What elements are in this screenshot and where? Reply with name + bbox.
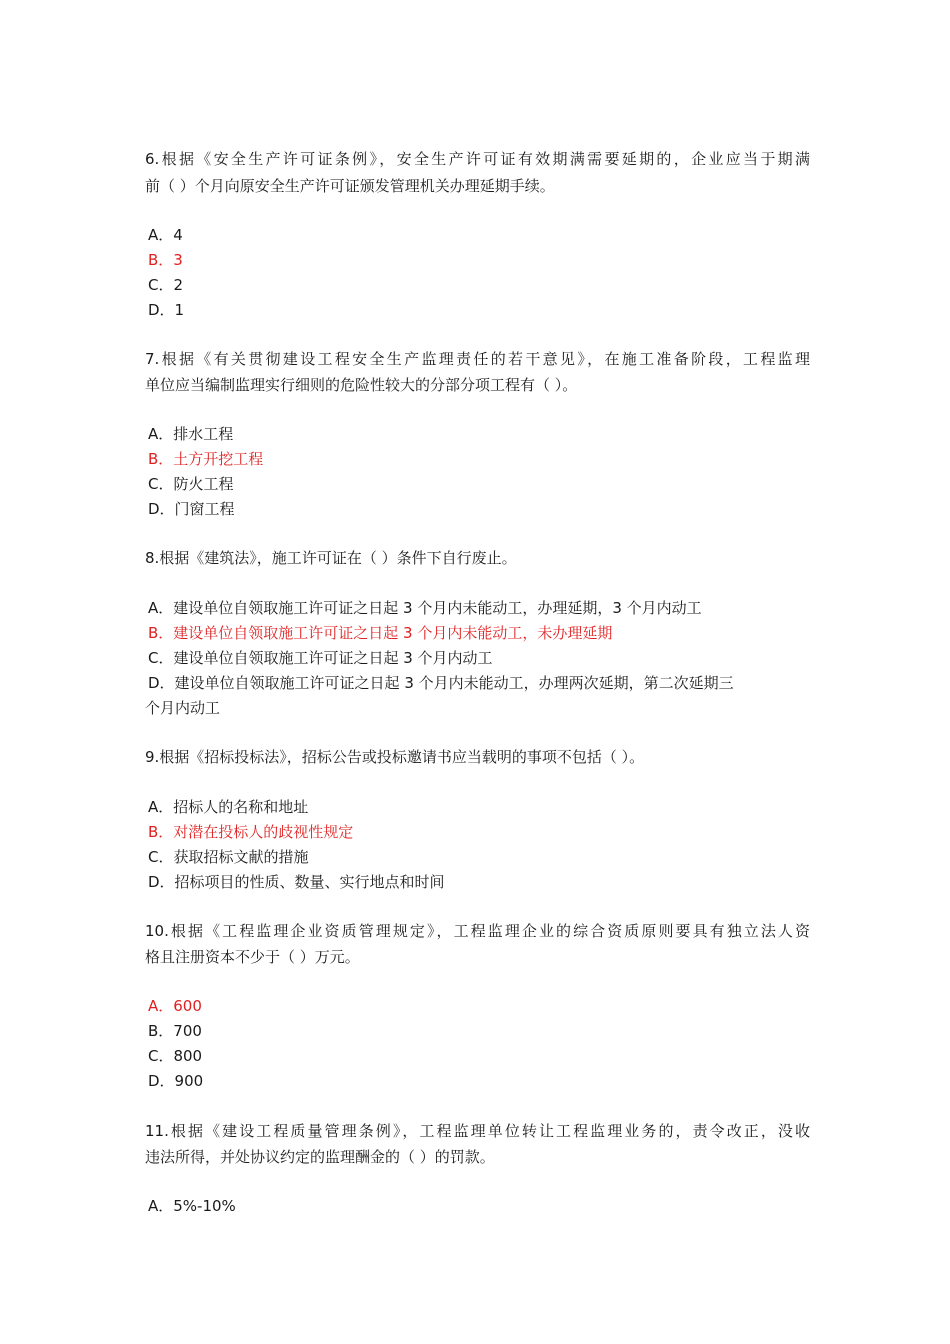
question-8-option-a: A．建设单位自领取施工许可证之日起 3 个月内未能动工，办理延期，3 个月内动工 [148,599,702,617]
question-6-option-a: A．4 [148,226,183,244]
question-9-option-a: A．招标人的名称和地址 [148,798,309,816]
question-9-option-b-answer: B．对潜在投标人的歧视性规定 [148,823,354,841]
question-7-option-d: D．门窗工程 [148,500,235,518]
question-7-stem-line-2: 单位应当编制监理实行细则的危险性较大的分部分项工程有（ ）。 [145,376,578,394]
question-6-option-d: D．1 [148,301,185,319]
question-6-option-c: C．2 [148,276,184,294]
question-8-option-b-answer: B．建设单位自领取施工许可证之日起 3 个月内未能动工，未办理延期 [148,624,613,642]
question-11-option-a: A．5%-10% [148,1197,236,1215]
question-10-option-b: B．700 [148,1022,202,1040]
question-6-stem-line-2: 前（ ）个月向原安全生产许可证颁发管理机关办理延期手续。 [145,177,555,195]
question-10-option-d: D．900 [148,1072,204,1090]
question-10-stem-line-1: 10.根据《工程监理企业资质管理规定》，工程监理企业的综合资质原则要具有独立法人资 [145,922,810,940]
question-8-stem-line-1: 8.根据《建筑法》，施工许可证在（ ）条件下自行废止。 [145,549,517,567]
question-11-stem-line-2: 违法所得，并处协议约定的监理酬金的（ ）的罚款。 [145,1148,495,1166]
question-11-stem-line-1: 11.根据《建设工程质量管理条例》，工程监理单位转让工程监理业务的，责令改正，没收 [145,1122,810,1140]
question-7-stem-line-1: 7.根据《有关贯彻建设工程安全生产监理责任的若干意见》，在施工准备阶段，工程监理 [145,350,810,368]
question-9-option-c: C．获取招标文献的措施 [148,848,309,866]
question-10-option-c: C．800 [148,1047,203,1065]
question-8-option-c: C．建设单位自领取施工许可证之日起 3 个月内动工 [148,649,493,667]
question-9-stem-line-1: 9.根据《招标投标法》，招标公告或投标邀请书应当载明的事项不包括（ ）。 [145,748,645,766]
question-7-option-c: C．防火工程 [148,475,234,493]
question-7-option-b-answer: B．土方开挖工程 [148,450,264,468]
question-10-option-a-answer: A．600 [148,997,202,1015]
question-8-option-d: D．建设单位自领取施工许可证之日起 3 个月内未能动工，办理两次延期，第二次延期三 [148,674,734,692]
question-10-stem-line-2: 格且注册资本不少于（ ）万元。 [145,948,360,966]
question-6-stem-line-1: 6.根据《安全生产许可证条例》，安全生产许可证有效期满需要延期的，企业应当于期满 [145,150,810,168]
question-7-option-a: A．排水工程 [148,425,234,443]
question-6-option-b-answer: B．3 [148,251,183,269]
question-8-option-d-continued: 个月内动工 [145,699,221,717]
question-9-option-d: D．招标项目的性质、数量、实行地点和时间 [148,873,445,891]
